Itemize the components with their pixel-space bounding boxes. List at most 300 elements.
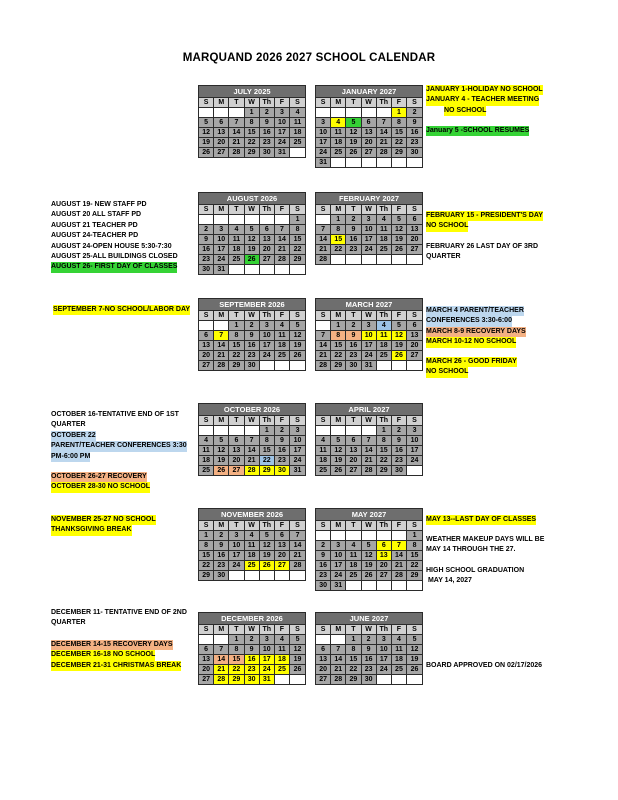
day-header: F	[391, 98, 406, 108]
day-cell: 13	[214, 128, 229, 138]
day-cell: 9	[346, 331, 361, 341]
day-cell: 21	[214, 351, 229, 361]
empty-day-cell	[376, 255, 391, 265]
empty-day-cell	[361, 108, 376, 118]
day-cell: 6	[214, 118, 229, 128]
day-header: S	[199, 98, 214, 108]
day-cell: 29	[407, 571, 423, 581]
day-cell: 26	[391, 245, 406, 255]
note-line: AUGUST 21 TEACHER PD	[51, 221, 138, 229]
day-cell: 22	[290, 245, 306, 255]
day-cell: 4	[346, 541, 361, 551]
day-header: Th	[259, 311, 274, 321]
day-cell: 24	[376, 665, 391, 675]
day-cell: 29	[331, 361, 346, 371]
day-cell: 8	[259, 436, 274, 446]
day-cell: 5	[290, 321, 306, 331]
empty-day-cell	[214, 321, 229, 331]
day-cell: 2	[391, 426, 406, 436]
empty-day-cell	[391, 361, 406, 371]
day-header: W	[361, 205, 376, 215]
day-header: W	[244, 205, 259, 215]
day-header: F	[391, 521, 406, 531]
day-cell: 14	[214, 655, 229, 665]
empty-day-cell	[274, 675, 289, 685]
day-cell: 28	[316, 361, 331, 371]
day-cell: 26	[346, 148, 361, 158]
day-cell: 23	[316, 571, 331, 581]
day-cell: 13	[229, 446, 244, 456]
day-cell: 19	[391, 341, 406, 351]
day-cell: 18	[229, 245, 244, 255]
day-cell: 21	[361, 456, 376, 466]
day-header: S	[407, 205, 423, 215]
august-notes	[51, 200, 178, 273]
day-header: S	[316, 625, 331, 635]
day-cell: 2	[199, 225, 214, 235]
day-header: S	[316, 416, 331, 426]
day-header: F	[274, 311, 289, 321]
day-cell: 29	[346, 675, 361, 685]
day-header: Th	[259, 416, 274, 426]
day-cell: 7	[274, 225, 289, 235]
empty-day-cell	[229, 108, 244, 118]
day-cell: 27	[274, 561, 289, 571]
day-header: S	[290, 416, 306, 426]
day-cell: 27	[259, 255, 274, 265]
day-header: W	[244, 311, 259, 321]
day-cell: 21	[244, 456, 259, 466]
day-cell: 7	[331, 645, 346, 655]
day-cell: 21	[214, 665, 229, 675]
day-cell: 3	[407, 426, 423, 436]
day-header: M	[214, 625, 229, 635]
day-cell: 27	[407, 351, 423, 361]
day-cell: 5	[259, 531, 274, 541]
may-13-note	[426, 515, 536, 525]
empty-day-cell	[290, 148, 306, 158]
march-notes	[426, 306, 526, 348]
day-header: S	[407, 416, 423, 426]
day-cell: 10	[259, 331, 274, 341]
day-cell: 28	[331, 675, 346, 685]
day-header: M	[214, 416, 229, 426]
day-cell: 26	[407, 665, 423, 675]
day-header: S	[199, 311, 214, 321]
day-cell: 2	[274, 426, 289, 436]
month-title: APRIL 2027	[316, 404, 423, 416]
day-cell: 22	[229, 351, 244, 361]
empty-day-cell	[214, 426, 229, 436]
day-header: F	[274, 205, 289, 215]
day-cell: 19	[346, 138, 361, 148]
day-cell: 3	[274, 108, 289, 118]
day-cell: 25	[244, 561, 259, 571]
day-cell: 23	[346, 245, 361, 255]
day-cell: 16	[274, 446, 289, 456]
day-cell: 26	[290, 351, 306, 361]
month-calendar	[315, 508, 423, 591]
note-line: SEPTEMBER 7-NO SCHOOL/LABOR DAY	[53, 305, 190, 315]
day-cell: 3	[259, 635, 274, 645]
day-cell: 20	[361, 138, 376, 148]
day-cell: 28	[391, 571, 406, 581]
day-header: S	[290, 625, 306, 635]
day-cell: 6	[316, 645, 331, 655]
day-cell: 29	[391, 148, 406, 158]
day-cell: 7	[229, 118, 244, 128]
day-cell: 21	[331, 665, 346, 675]
day-header: M	[214, 311, 229, 321]
day-cell: 11	[391, 645, 406, 655]
day-cell: 25	[346, 571, 361, 581]
day-cell: 7	[244, 436, 259, 446]
december-break-notes	[51, 640, 181, 671]
day-cell: 19	[290, 341, 306, 351]
day-cell: 30	[316, 581, 331, 591]
day-header: W	[244, 625, 259, 635]
day-cell: 7	[214, 331, 229, 341]
empty-day-cell	[229, 265, 244, 275]
day-header: S	[316, 521, 331, 531]
day-cell: 20	[346, 456, 361, 466]
empty-day-cell	[407, 361, 423, 371]
note-line: PM-6:00 PM	[51, 452, 90, 462]
day-header: Th	[259, 205, 274, 215]
empty-day-cell	[199, 108, 214, 118]
day-cell: 17	[316, 138, 331, 148]
empty-day-cell	[346, 581, 361, 591]
day-cell: 2	[361, 635, 376, 645]
day-cell: 12	[244, 235, 259, 245]
day-cell: 12	[214, 446, 229, 456]
day-cell: 27	[199, 361, 214, 371]
day-cell: 17	[214, 245, 229, 255]
day-header: W	[244, 521, 259, 531]
day-cell: 19	[259, 551, 274, 561]
day-cell: 3	[316, 118, 331, 128]
day-cell: 9	[407, 118, 423, 128]
empty-day-cell	[331, 635, 346, 645]
day-header: S	[316, 205, 331, 215]
day-cell: 13	[274, 541, 289, 551]
day-cell: 19	[361, 561, 376, 571]
empty-day-cell	[274, 571, 289, 581]
day-cell: 29	[259, 466, 274, 476]
day-cell: 22	[229, 665, 244, 675]
day-cell: 6	[346, 436, 361, 446]
empty-day-cell	[346, 255, 361, 265]
day-cell: 24	[214, 255, 229, 265]
day-cell: 4	[274, 635, 289, 645]
day-header: T	[346, 205, 361, 215]
note-line: AUGUST 20 ALL STAFF PD	[51, 211, 142, 219]
day-cell: 20	[214, 138, 229, 148]
day-cell: 23	[391, 456, 406, 466]
note-line: DECEMBER 14-15 RECOVERY DAYS	[51, 640, 173, 650]
day-cell: 3	[361, 215, 376, 225]
day-cell: 25	[229, 255, 244, 265]
day-cell: 24	[290, 456, 306, 466]
month-calendar	[315, 192, 423, 265]
note-line: OCTOBER 28-30 NO SCHOOL	[51, 482, 150, 492]
day-cell: 28	[290, 561, 306, 571]
day-cell: 24	[259, 665, 274, 675]
empty-day-cell	[229, 571, 244, 581]
empty-day-cell	[361, 581, 376, 591]
day-cell: 26	[391, 351, 406, 361]
day-cell: 15	[376, 446, 391, 456]
empty-day-cell	[361, 158, 376, 168]
day-header: S	[407, 521, 423, 531]
empty-day-cell	[290, 265, 306, 275]
day-header: W	[361, 98, 376, 108]
day-header: M	[331, 205, 346, 215]
day-header: Th	[376, 98, 391, 108]
day-cell: 13	[407, 331, 423, 341]
day-cell: 31	[331, 581, 346, 591]
day-cell: 23	[346, 351, 361, 361]
day-cell: 23	[274, 456, 289, 466]
day-cell: 1	[376, 426, 391, 436]
day-cell: 11	[244, 541, 259, 551]
empty-day-cell	[244, 265, 259, 275]
day-cell: 4	[244, 531, 259, 541]
month-calendar	[315, 612, 423, 685]
day-cell: 12	[331, 446, 346, 456]
day-cell: 19	[407, 655, 423, 665]
day-cell: 16	[214, 551, 229, 561]
day-cell: 23	[361, 665, 376, 675]
day-header: S	[316, 311, 331, 321]
note-line: MARCH 8-9 RECOVERY DAYS	[426, 327, 526, 337]
day-cell: 7	[316, 225, 331, 235]
day-cell: 8	[331, 225, 346, 235]
weather-note	[426, 535, 544, 556]
day-header: T	[229, 416, 244, 426]
day-header: Th	[259, 98, 274, 108]
day-header: F	[391, 205, 406, 215]
day-header: T	[229, 311, 244, 321]
day-cell: 18	[331, 138, 346, 148]
day-cell: 5	[361, 541, 376, 551]
day-cell: 4	[290, 108, 306, 118]
day-cell: 28	[214, 361, 229, 371]
day-cell: 16	[316, 561, 331, 571]
empty-day-cell	[361, 426, 376, 436]
day-cell: 7	[290, 531, 306, 541]
day-cell: 4	[274, 321, 289, 331]
day-header: F	[274, 625, 289, 635]
day-cell: 8	[229, 331, 244, 341]
empty-day-cell	[376, 108, 391, 118]
day-header: W	[361, 625, 376, 635]
day-cell: 14	[391, 551, 406, 561]
day-cell: 14	[361, 446, 376, 456]
day-cell: 22	[244, 138, 259, 148]
day-cell: 20	[316, 665, 331, 675]
day-cell: 16	[361, 655, 376, 665]
empty-day-cell	[214, 215, 229, 225]
day-cell: 3	[361, 321, 376, 331]
day-cell: 28	[214, 675, 229, 685]
day-cell: 30	[346, 361, 361, 371]
day-header: M	[331, 98, 346, 108]
day-cell: 14	[229, 128, 244, 138]
note-line: MAY 13--LAST DAY OF CLASSES	[426, 515, 536, 525]
note-line: OCTOBER 16-TENTATIVE END OF 1ST	[51, 411, 179, 418]
day-cell: 6	[361, 118, 376, 128]
month-calendar	[198, 508, 306, 581]
empty-day-cell	[407, 255, 423, 265]
day-cell: 15	[391, 128, 406, 138]
day-header: S	[199, 625, 214, 635]
day-header: T	[346, 625, 361, 635]
day-cell: 7	[376, 118, 391, 128]
day-cell: 12	[407, 645, 423, 655]
empty-day-cell	[407, 466, 423, 476]
note-line: January 5 -SCHOOL RESUMES	[426, 126, 529, 136]
day-header: M	[214, 98, 229, 108]
empty-day-cell	[376, 361, 391, 371]
day-cell: 3	[331, 541, 346, 551]
day-cell: 15	[346, 655, 361, 665]
empty-day-cell	[376, 158, 391, 168]
day-header: S	[316, 98, 331, 108]
day-cell: 4	[331, 118, 346, 128]
day-cell: 20	[407, 235, 423, 245]
day-header: F	[274, 521, 289, 531]
day-cell: 1	[229, 635, 244, 645]
day-cell: 6	[259, 225, 274, 235]
day-cell: 7	[391, 541, 406, 551]
empty-day-cell	[391, 581, 406, 591]
day-cell: 13	[199, 341, 214, 351]
day-cell: 18	[290, 128, 306, 138]
day-cell: 15	[290, 235, 306, 245]
day-cell: 17	[407, 446, 423, 456]
january-notes	[426, 85, 543, 116]
day-header: W	[361, 521, 376, 531]
day-header: T	[229, 625, 244, 635]
day-cell: 15	[259, 446, 274, 456]
day-cell: 23	[259, 138, 274, 148]
day-cell: 31	[290, 466, 306, 476]
empty-day-cell	[316, 321, 331, 331]
day-cell: 12	[259, 541, 274, 551]
empty-day-cell	[229, 215, 244, 225]
day-cell: 15	[229, 341, 244, 351]
note-line: OCTOBER 26-27 RECOVERY	[51, 472, 147, 482]
note-line: DECEMBER 11- TENTATIVE END OF 2ND	[51, 609, 187, 616]
note-line: AUGUST 24-OPEN HOUSE 5:30-7:30	[51, 242, 172, 250]
day-header: Th	[376, 311, 391, 321]
day-cell: 20	[376, 561, 391, 571]
month-calendar	[315, 298, 423, 371]
day-cell: 19	[214, 456, 229, 466]
day-cell: 5	[290, 635, 306, 645]
month-calendar	[198, 403, 306, 476]
day-cell: 10	[290, 436, 306, 446]
day-cell: 3	[259, 321, 274, 331]
day-cell: 26	[290, 665, 306, 675]
note-line: OCTOBER 22	[51, 431, 96, 441]
note-line: AUGUST 26- FIRST DAY OF CLASSES	[51, 262, 177, 272]
day-cell: 2	[259, 108, 274, 118]
empty-day-cell	[199, 426, 214, 436]
day-cell: 17	[259, 655, 274, 665]
day-cell: 8	[331, 331, 346, 341]
day-cell: 18	[376, 341, 391, 351]
day-cell: 24	[331, 571, 346, 581]
day-cell: 29	[244, 148, 259, 158]
day-cell: 24	[274, 138, 289, 148]
day-cell: 25	[274, 351, 289, 361]
march-26-note	[426, 357, 517, 378]
day-cell: 30	[199, 265, 214, 275]
empty-day-cell	[259, 265, 274, 275]
day-cell: 11	[274, 645, 289, 655]
day-header: T	[346, 416, 361, 426]
empty-day-cell	[331, 108, 346, 118]
day-cell: 17	[361, 341, 376, 351]
day-cell: 12	[391, 225, 406, 235]
day-header: Th	[376, 205, 391, 215]
day-cell: 21	[391, 561, 406, 571]
day-cell: 2	[244, 635, 259, 645]
day-cell: 30	[244, 675, 259, 685]
day-cell: 19	[244, 245, 259, 255]
day-cell: 3	[290, 426, 306, 436]
day-header: Th	[376, 416, 391, 426]
day-cell: 4	[376, 321, 391, 331]
day-cell: 18	[316, 456, 331, 466]
day-cell: 27	[407, 245, 423, 255]
day-cell: 14	[376, 128, 391, 138]
note-line: NO SCHOOL	[426, 367, 468, 377]
day-cell: 12	[290, 331, 306, 341]
day-header: S	[290, 98, 306, 108]
day-cell: 13	[259, 235, 274, 245]
day-cell: 4	[391, 635, 406, 645]
empty-day-cell	[244, 215, 259, 225]
day-cell: 21	[316, 351, 331, 361]
day-cell: 11	[316, 446, 331, 456]
day-header: T	[346, 98, 361, 108]
day-cell: 24	[361, 245, 376, 255]
day-cell: 20	[259, 245, 274, 255]
day-cell: 11	[199, 446, 214, 456]
note-line: CONFERENCES 3:30-6:00	[426, 316, 512, 326]
day-cell: 12	[199, 128, 214, 138]
day-cell: 8	[407, 541, 423, 551]
day-cell: 24	[361, 351, 376, 361]
month-title: JULY 2025	[199, 86, 306, 98]
day-cell: 16	[259, 128, 274, 138]
day-cell: 30	[214, 571, 229, 581]
day-cell: 10	[214, 235, 229, 245]
day-cell: 13	[376, 551, 391, 561]
day-cell: 29	[199, 571, 214, 581]
day-cell: 22	[346, 665, 361, 675]
day-header: M	[331, 521, 346, 531]
empty-day-cell	[346, 531, 361, 541]
day-header: S	[199, 205, 214, 215]
empty-day-cell	[316, 531, 331, 541]
month-calendar	[315, 85, 423, 168]
day-cell: 22	[259, 456, 274, 466]
empty-day-cell	[199, 635, 214, 645]
